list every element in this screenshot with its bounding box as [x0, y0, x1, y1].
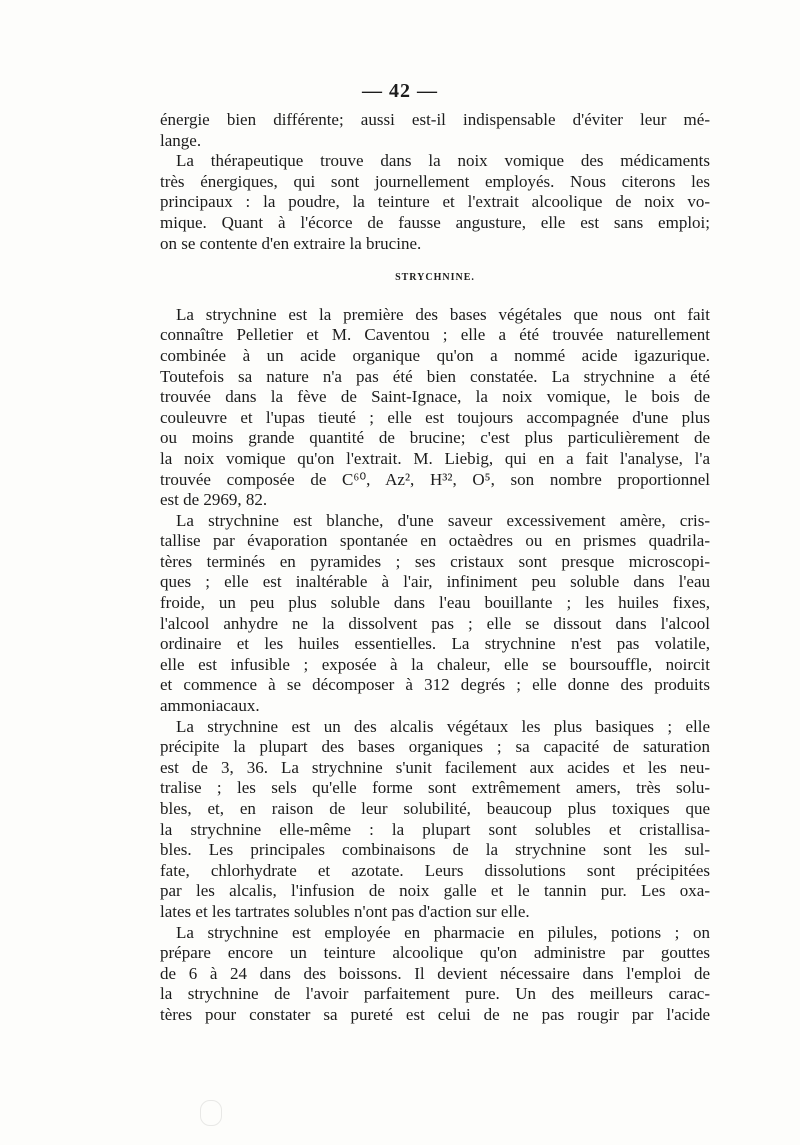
text-line: l'alcool anhydre ne la dissolvent pas ; elle se dissout dans l'alcool [160, 613, 710, 633]
text-line: trouvée composée de C⁶⁰, Az², H³², O⁵, son nombre proportionnel [160, 469, 710, 489]
text-line: lates et les tartrates solubles n'ont pas d'action sur elle. [160, 901, 530, 921]
page-text [160, 110, 710, 1026]
text-line: ordinaire et les huiles essentielles. La strychnine n'est pas volatile, [160, 634, 710, 654]
text-line: par les alcalis, l'infusion de noix galle et le tannin pur. Les oxa- [160, 881, 710, 901]
text-line: La strychnine est employée en pharmacie en pilules, potions ; on [176, 922, 710, 942]
text-line: précipite la plupart des bases organiques ; sa capacité de saturation [160, 737, 710, 757]
text-line: La strychnine est un des alcalis végétaux les plus basiques ; elle [176, 716, 710, 736]
text-line: fate, chlorhydrate et azotate. Leurs dissolutions sont précipitées [160, 860, 710, 880]
text-line: tralise ; les sels qu'elle forme sont extrêmement amers, très solu- [160, 778, 710, 798]
text-line: très énergiques, qui sont journellement employés. Nous citerons les [160, 171, 710, 191]
paragraph [160, 511, 710, 717]
text-line: mique. Quant à l'écorce de fausse angusture, elle est sans emploi; [160, 212, 710, 232]
text-line: énergie bien différente; aussi est-il indispensable d'éviter leur mé- [160, 110, 710, 129]
paragraph [160, 151, 710, 254]
paragraph [160, 110, 710, 151]
text-line: est de 2969, 82. [160, 490, 268, 510]
text-line: elle est infusible ; exposée à la chaleur, elle se boursouffle, noircit [160, 654, 710, 674]
text-line: bles. Les principales combinaisons de la strychnine sont les sul- [160, 840, 710, 860]
paragraph [160, 717, 710, 923]
section-heading: STRYCHNINE. [395, 272, 475, 284]
text-line: principaux : la poudre, la teinture et l'extrait alcoolique de noix vo- [160, 192, 710, 212]
text-line: froide, un peu plus soluble dans l'eau bouillante ; les huiles fixes, [160, 593, 710, 613]
text-line: ques ; elle est inaltérable à l'air, infiniment peu soluble dans l'eau [160, 572, 710, 592]
text-line: Toutefois sa nature n'a pas été bien constatée. La strychnine a été [160, 366, 710, 386]
paragraph [160, 923, 710, 1026]
text-line: ammoniacaux. [160, 696, 260, 716]
page-number: — 42 — [362, 80, 438, 102]
text-line: lange. [160, 130, 202, 150]
bleed-through-mark [200, 1100, 222, 1126]
text-line: bles, et, en raison de leur solubilité, beaucoup plus toxiques que [160, 799, 710, 818]
text-line: La strychnine est blanche, d'une saveur excessivement amère, cris- [176, 510, 710, 530]
text-line: tères pour constater sa pureté est celui de ne pas rougir par l'acide [160, 1004, 710, 1024]
text-line: tallise par évaporation spontanée en octaèdres ou en prismes quadrila- [160, 531, 710, 551]
text-line: et commence à se décomposer à 312 degrés ; elle donne des produits [160, 675, 710, 695]
text-line: combinée à un acide organique qu'on a nommé acide igazurique. [160, 345, 710, 365]
text-line: de 6 à 24 dans des boissons. Il devient nécessaire dans l'emploi de [160, 963, 710, 983]
text-line: la strychnine elle-même : la plupart sont solubles et cristallisa- [160, 819, 710, 839]
text-line: prépare encore un teinture alcoolique qu'on administre par gouttes [160, 943, 710, 963]
text-line: trouvée dans la fève de Saint-Ignace, la noix vomique, le bois de [160, 387, 710, 407]
text-line: connaître Pelletier et M. Caventou ; elle a été trouvée naturellement [160, 325, 710, 345]
text-line: la strychnine de l'avoir parfaitement pure. Un des meilleurs carac- [160, 984, 710, 1004]
text-line: couleuvre et l'upas tieuté ; elle est toujours accompagnée d'une plus [160, 407, 710, 427]
text-line: on se contente d'en extraire la brucine. [160, 233, 422, 253]
text-line: La strychnine est la première des bases végétales que nous ont fait [176, 304, 710, 324]
text-line: tères terminés en pyramides ; ses cristaux sont presque microscopi- [160, 551, 710, 571]
text-line: ou moins grande quantité de brucine; c'est plus particulièrement de [160, 428, 710, 448]
text-line: la noix vomique qu'on l'extrait. M. Liebig, qui en a fait l'analyse, l'a [160, 448, 710, 468]
text-line: est de 3, 36. La strychnine s'unit facilement aux acides et les neu- [160, 757, 710, 777]
paragraph [160, 305, 710, 511]
text-line: La thérapeutique trouve dans la noix vomique des médicaments [176, 151, 710, 171]
